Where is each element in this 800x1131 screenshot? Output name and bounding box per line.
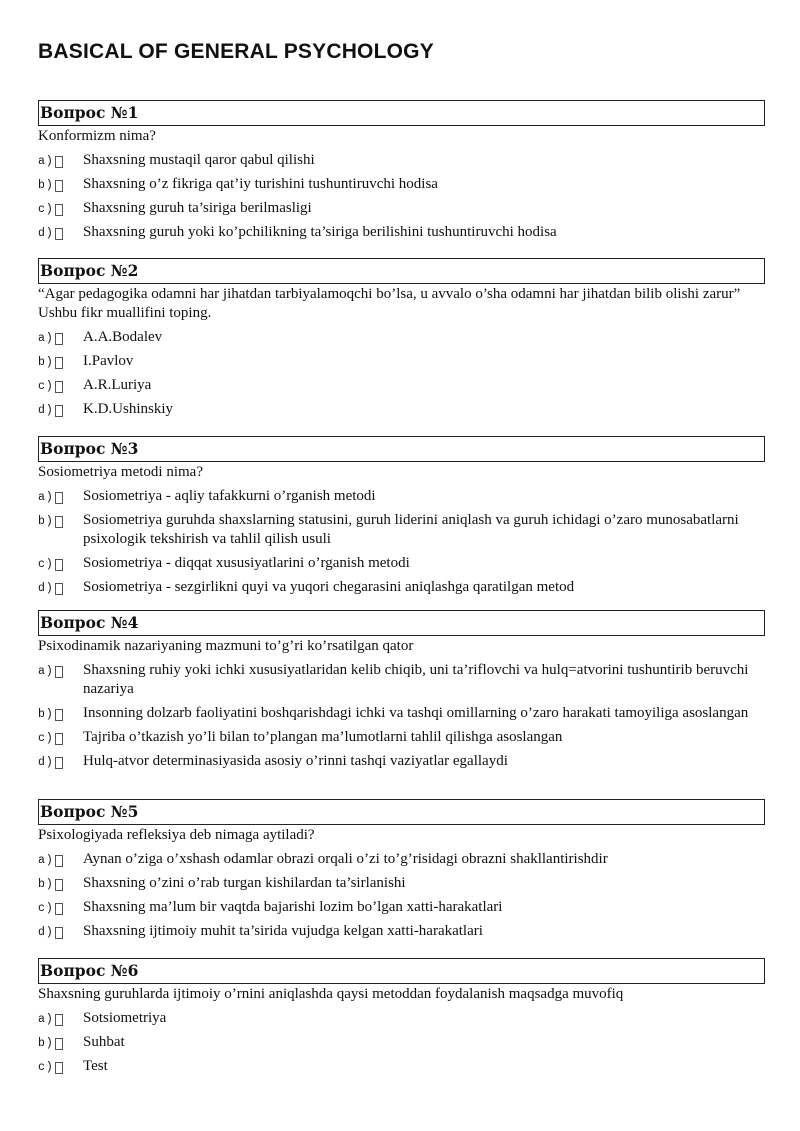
answer-option[interactable] [38,376,765,395]
question-block [38,799,765,941]
answer-option[interactable] [38,704,765,723]
option-letter: b) [38,1037,54,1050]
question-text: Shaxsning guruhlarda ijtimoiy o’rnini aniqlashda qaysi metoddan foydalanish maqsadga muvofiq [38,986,624,1002]
question-text: Konformizm nima? [38,128,156,144]
option-letter: c) [38,732,54,745]
checkbox-icon[interactable] [55,180,63,192]
option-letter: b) [38,356,54,369]
option-text: Sosiometriya - aqliy tafakkurni o’rganish metodi [83,488,376,504]
option-letter: a) [38,155,54,168]
option-text: Insonning dolzarb faoliyatini boshqarishdagi ichki va tashqi omillarning o’zaro harakati tamoyiliga asoslangan [83,705,749,721]
option-letter: d) [38,756,54,769]
option-letter: a) [38,491,54,504]
option-text: Sotsiometriya [83,1010,167,1026]
question-text: Psixologiyada refleksiya deb nimaga aytiladi? [38,827,315,843]
checkbox-icon[interactable] [55,757,63,769]
option-letter: d) [38,926,54,939]
checkbox-icon[interactable] [55,228,63,240]
question-block [38,100,765,242]
checkbox-icon[interactable] [55,666,63,678]
answer-option[interactable] [38,898,765,917]
option-text: Shaxsning o’zini o’rab turgan kishilardan ta’sirlanishi [83,875,406,891]
checkbox-icon[interactable] [55,516,63,528]
option-text: Sosiometriya - sezgirlikni quyi va yuqori chegarasini aniqlashga qaratilgan metod [83,579,575,595]
checkbox-icon[interactable] [55,559,63,571]
option-letter: c) [38,1061,54,1074]
option-text: Hulq-atvor determinasiyasida asosiy o’rinni tashqi vaziyatlar egallaydi [83,753,508,769]
checkbox-icon[interactable] [55,1062,63,1074]
document-title: BASICAL OF GENERAL PSYCHOLOGY [38,40,434,63]
checkbox-icon[interactable] [55,405,63,417]
option-text: Shaxsning guruh ta’siriga berilmasligi [83,200,312,216]
checkbox-icon[interactable] [55,492,63,504]
checkbox-icon[interactable] [55,927,63,939]
option-letter: a) [38,665,54,678]
option-text: Tajriba o’tkazish yo’li bilan to’plangan ma’lumotlarni tahlil qilishga asoslangan [83,729,563,745]
answer-option[interactable] [38,1057,765,1076]
question-header: Вопрос №2 [38,258,765,284]
answer-option[interactable] [38,728,765,747]
option-text: A.A.Bodalev [83,329,163,345]
option-text: I.Pavlov [83,353,134,369]
option-text: Test [83,1058,108,1074]
checkbox-icon[interactable] [55,903,63,915]
option-letter: a) [38,1013,54,1026]
option-letter: d) [38,582,54,595]
checkbox-icon[interactable] [55,1014,63,1026]
option-text: Suhbat [83,1034,125,1050]
answer-option[interactable] [38,578,765,597]
checkbox-icon[interactable] [55,333,63,345]
answer-option[interactable] [38,352,765,371]
option-letter: c) [38,380,54,393]
checkbox-icon[interactable] [55,204,63,216]
option-text: Shaxsning ma’lum bir vaqtda bajarishi lozim bo’lgan xatti-harakatlari [83,899,503,915]
checkbox-icon[interactable] [55,733,63,745]
option-letter: b) [38,515,54,528]
question-text: Psixodinamik nazariyaning mazmuni to’g’ri ko’rsatilgan qator [38,638,414,654]
answer-option[interactable] [38,151,765,170]
option-text: A.R.Luriya [83,377,152,393]
option-text: Shaxsning o’z fikriga qat’iy turishini tushuntiruvchi hodisa [83,176,438,192]
question-block [38,958,765,1076]
answer-option[interactable] [38,223,765,242]
question-block [38,436,765,597]
question-header: Вопрос №3 [38,436,765,462]
answer-option[interactable] [38,874,765,893]
option-letter: c) [38,203,54,216]
checkbox-icon[interactable] [55,357,63,369]
option-letter: b) [38,708,54,721]
question-header: Вопрос №6 [38,958,765,984]
option-letter: b) [38,878,54,891]
option-letter: a) [38,332,54,345]
checkbox-icon[interactable] [55,156,63,168]
question-header: Вопрос №4 [38,610,765,636]
option-letter: d) [38,404,54,417]
option-letter: d) [38,227,54,240]
question-text: “Agar pedagogika odamni har jihatdan tarbiyalamoqchi bo’lsa, u avvalo o’sha odamni har jihatdan bilib olishi zarur” Ushbu fikr muallifini toping. [38,286,741,321]
answer-option[interactable] [38,199,765,218]
answer-option[interactable] [38,175,765,194]
checkbox-icon[interactable] [55,709,63,721]
checkbox-icon[interactable] [55,381,63,393]
option-letter: b) [38,179,54,192]
checkbox-icon[interactable] [55,583,63,595]
question-block [38,258,765,419]
answer-option[interactable] [38,1033,765,1052]
answer-option[interactable] [38,922,765,941]
answer-option[interactable] [38,661,765,699]
option-text: Shaxsning guruh yoki ko’pchilikning ta’siriga berilishini tushuntiruvchi hodisa [83,224,557,240]
option-text: Aynan o’ziga o’xshash odamlar obrazi orqali o’zi to’g’risidagi obrazni shakllantirishdir [83,851,608,867]
checkbox-icon[interactable] [55,855,63,867]
question-header: Вопрос №5 [38,799,765,825]
option-text: Shaxsning ijtimoiy muhit ta’sirida vujudga kelgan xatti-harakatlari [83,923,483,939]
checkbox-icon[interactable] [55,1038,63,1050]
option-letter: a) [38,854,54,867]
option-text: Sosiometriya guruhda shaxslarning statusini, guruh liderini aniqlash va guruh ichidagi o’zaro munosabatlarni psixologik tekshirish va tahlil qilish usuli [83,512,739,547]
option-text: Shaxsning mustaqil qaror qabul qilishi [83,152,315,168]
answer-option[interactable] [38,850,765,869]
option-text: Sosiometriya - diqqat xususiyatlarini o’rganish metodi [83,555,410,571]
question-text: Sosiometriya metodi nima? [38,464,203,480]
option-text: Shaxsning ruhiy yoki ichki xususiyatlaridan kelib chiqib, uni ta’riflovchi va hulq=atvorini tushuntirib beruvchi nazariya [83,662,749,697]
option-letter: c) [38,902,54,915]
option-text: K.D.Ushinskiy [83,401,174,417]
answer-option[interactable] [38,554,765,573]
question-block [38,610,765,771]
answer-option[interactable] [38,752,765,771]
checkbox-icon[interactable] [55,879,63,891]
question-header: Вопрос №1 [38,100,765,126]
answer-option[interactable] [38,328,765,347]
option-letter: c) [38,558,54,571]
answer-option[interactable] [38,511,765,549]
answer-option[interactable] [38,400,765,419]
answer-option[interactable] [38,1009,765,1028]
answer-option[interactable] [38,487,765,506]
